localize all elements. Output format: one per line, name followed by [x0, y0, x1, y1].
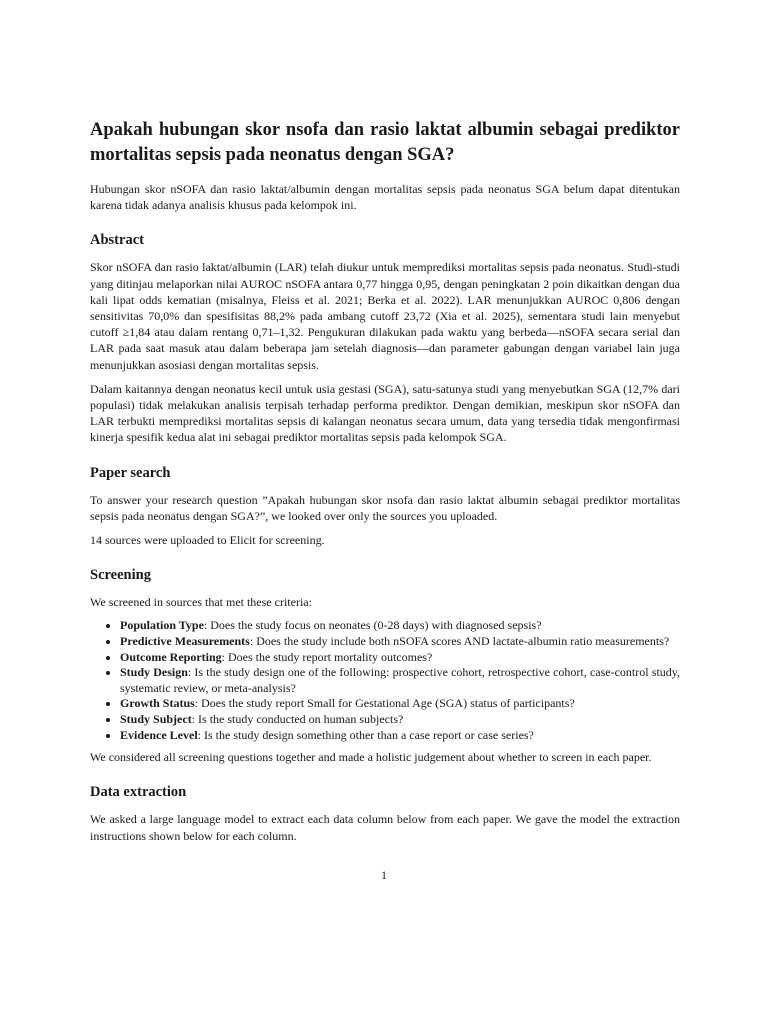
screening-outro: We considered all screening questions together and made a holistic judgement about whether to screen in each paper. — [90, 750, 652, 765]
criterion-label: Study Subject — [120, 712, 192, 727]
criterion-label: Evidence Level — [120, 727, 198, 742]
criterion-item — [120, 650, 680, 666]
abstract-paragraph: Skor nSOFA dan rasio laktat/albumin (LAR) telah diukur untuk memprediksi mortalitas sepsis pada neonatus. Studi-studi yang ditinjau melaporkan nilai AUROC nSOFA antara 0,77 hingga 0,95, dengan peningkatan 2 poin dikaitkan dengan dua kali lipat odds kematian (misalnya, Fleiss et al. 2021; Berka et al. 2022). LAR menunjukkan AUROC 0,806 dengan sensitivitas 70,0% dan spesifisitas 88,2% pada ambang cutoff 23,72 (Xia et al. 2025), sementara studi lain menyebut cutoff ≥1,84 atau dalam rentang 0,71–1,32. Pengukuran dilakukan pada waktu yang berbeda—nSOFA secara serial dan LAR pada saat masuk atau dalam beberapa jam setelah diagnosis—dan parameter gabungan dengan variabel lain juga menunjukkan asosiasi dengan mortalitas sepsis. — [90, 260, 680, 372]
abstract-paragraph: Dalam kaitannya dengan neonatus kecil untuk usia gestasi (SGA), satu-satunya studi yang menyebutkan SGA (12,7% dari populasi) tidak melakukan analisis terpisah terhadap performa prediktor. Dengan demikian, meskipun skor nSOFA dan LAR terbukti memprediksi mortalitas sepsis di kalangan neonatus secara umum, data yang tersedia tidak mengonfirmasi kinerja spesifik kedua alat ini sebagai prediktor mortalitas sepsis pada kelompok SGA. — [90, 381, 680, 445]
criterion-text: : Does the study include both nSOFA scores AND lactate-albumin ratio measurements? — [249, 634, 670, 649]
screening-heading: Screening — [90, 567, 151, 584]
criterion-item — [120, 728, 680, 744]
criterion-item — [120, 665, 680, 696]
criterion-text: : Is the study design something other than a case report or case series? — [197, 727, 534, 742]
criterion-label: Population Type — [120, 618, 204, 633]
screening-section — [90, 566, 680, 765]
criterion-item — [120, 696, 680, 712]
data-extraction-paragraph: We asked a large language model to extract each data column below from each paper. We gave the model the extraction instructions shown below for each column. — [90, 812, 680, 843]
criterion-label: Study Design — [120, 665, 188, 680]
data-extraction-heading: Data extraction — [90, 784, 187, 801]
screening-intro: We screened in sources that met these criteria: — [90, 595, 312, 610]
paper-search-paragraph: 14 sources were uploaded to Elicit for screening. — [90, 533, 325, 548]
criterion-text: : Does the study report mortality outcomes? — [221, 649, 433, 664]
paper-search-paragraph: To answer your research question ”Apakah hubungan skor nsofa dan rasio laktat albumin sebagai prediktor mortalitas sepsis pada neonatus dengan SGA?”, we looked over only the sources you uploaded. — [90, 492, 680, 523]
criterion-text: : Is the study conducted on human subjects? — [191, 712, 404, 727]
page-number: 1 — [381, 868, 387, 882]
criterion-text: : Does the study focus on neonates (0-28 days) with diagnosed sepsis? — [203, 618, 542, 633]
criterion-label: Outcome Reporting — [120, 649, 222, 664]
criterion-item — [120, 634, 680, 650]
data-extraction-section — [90, 783, 680, 843]
document-title: Apakah hubungan skor nsofa dan rasio laktat albumin sebagai prediktor mortalitas sepsis pada neonatus dengan SGA? — [90, 120, 680, 165]
criterion-item — [120, 712, 680, 728]
abstract-heading: Abstract — [90, 232, 144, 249]
document-summary: Hubungan skor nSOFA dan rasio laktat/albumin dengan mortalitas sepsis pada neonatus SGA belum dapat ditentukan karena tidak adanya analisis khusus pada kelompok ini. — [90, 182, 680, 213]
document-page — [90, 118, 680, 852]
screening-criteria-list — [90, 618, 680, 743]
criterion-item — [120, 618, 680, 634]
criterion-label: Predictive Measurements — [120, 634, 250, 649]
paper-search-heading: Paper search — [90, 464, 171, 481]
criterion-text: : Is the study design one of the following: prospective cohort, retrospective cohort, case-control study, systematic review, or meta-analysis? — [120, 665, 681, 695]
abstract-section — [90, 231, 680, 445]
criterion-label: Growth Status — [120, 696, 195, 711]
criterion-text: : Does the study report Small for Gestational Age (SGA) status of participants? — [194, 696, 575, 711]
paper-search-section — [90, 464, 680, 549]
